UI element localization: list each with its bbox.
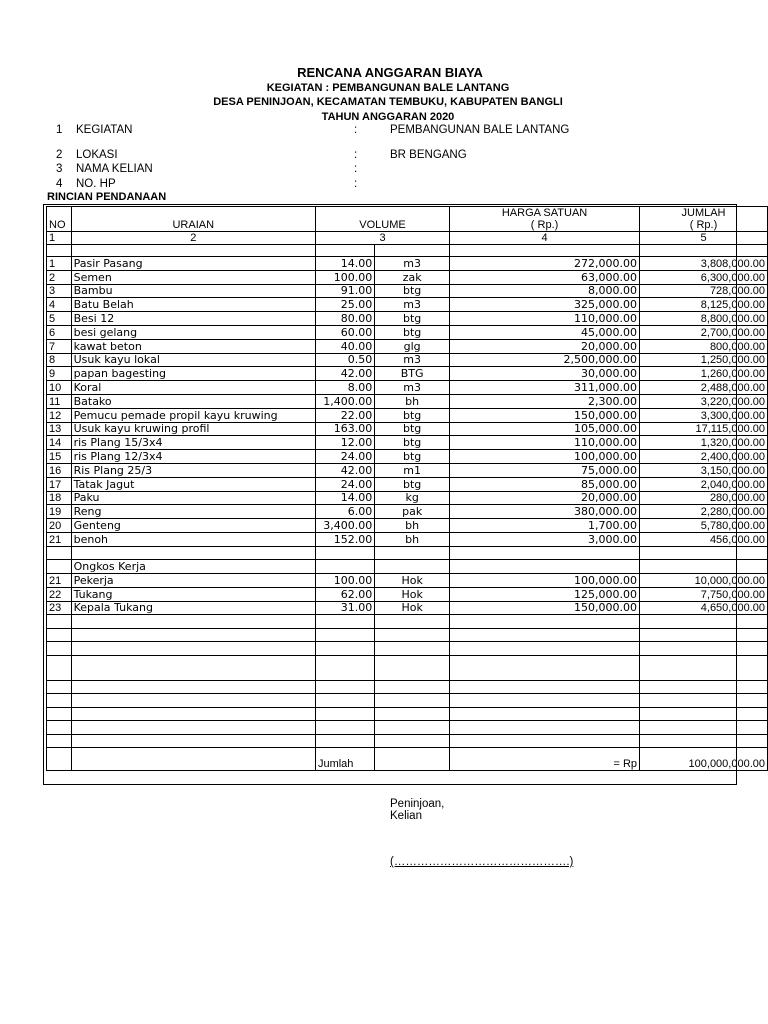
item-total: 2,040,000.00: [640, 477, 768, 491]
item-no: 12: [47, 408, 72, 422]
item-total: 3,220,000.00: [640, 394, 768, 408]
material-row: [47, 312, 768, 326]
item-total: 3,150,000.00: [640, 463, 768, 477]
empty-cell: [375, 680, 450, 694]
item-quantity: 6.00: [315, 505, 374, 519]
item-no: 4: [47, 298, 72, 312]
item-unit-price: 45,000.00: [450, 325, 640, 339]
header-no: NO: [47, 207, 72, 232]
empty-cell: [450, 655, 640, 680]
empty-cell: [47, 560, 72, 574]
item-unit-price: 325,000.00: [450, 298, 640, 312]
item-description: Batako: [71, 394, 315, 408]
item-no: 15: [47, 450, 72, 464]
empty-cell: [47, 615, 72, 629]
item-unit-price: 2,300.00: [450, 394, 640, 408]
signature-role: Kelian: [390, 810, 422, 822]
item-description: Pekerja: [71, 574, 315, 588]
empty-cell: [315, 628, 374, 642]
col-number-5: 5: [640, 232, 768, 245]
empty-cell: [47, 748, 72, 771]
item-unit: m1: [375, 463, 450, 477]
item-no: 21: [47, 532, 72, 546]
empty-cell: [450, 642, 640, 656]
empty-row: [47, 642, 768, 656]
signature-place: Peninjoan,: [390, 798, 445, 810]
item-quantity: 14.00: [315, 491, 374, 505]
item-unit: BTG: [375, 367, 450, 381]
item-total: 10,000,000.00: [640, 574, 768, 588]
empty-row: [47, 546, 768, 560]
labor-row: [47, 574, 768, 588]
info-number: 2: [56, 149, 63, 161]
empty-cell: [375, 721, 450, 735]
item-description: papan bagesting: [71, 367, 315, 381]
item-no: 1: [47, 257, 72, 271]
material-row: [47, 284, 768, 298]
info-separator: :: [354, 124, 358, 136]
empty-cell: [71, 628, 315, 642]
item-total: 456,000.00: [640, 532, 768, 546]
info-value: PEMBANGUNAN BALE LANTANG: [390, 124, 570, 136]
item-unit-price: 150,000.00: [450, 408, 640, 422]
info-label: KEGIATAN: [76, 124, 133, 136]
item-total: 1,250,000.00: [640, 353, 768, 367]
item-description: Kepala Tukang: [71, 601, 315, 615]
material-row: [47, 519, 768, 533]
labor-section-row: [47, 560, 768, 574]
item-unit-price: 1,700.00: [450, 519, 640, 533]
item-description: Pasir Pasang: [71, 257, 315, 271]
empty-cell: [47, 734, 72, 748]
empty-cell: [450, 680, 640, 694]
item-unit: Hok: [375, 574, 450, 588]
info-number: 1: [56, 124, 63, 136]
empty-cell: [315, 655, 374, 680]
item-unit: btg: [375, 312, 450, 326]
item-description: Tukang: [71, 587, 315, 601]
empty-cell: [375, 707, 450, 721]
item-total: 8,800,000.00: [640, 312, 768, 326]
empty-cell: [640, 721, 768, 735]
item-unit: m3: [375, 257, 450, 271]
item-no: 21: [47, 574, 72, 588]
item-description: Tatak Jagut: [71, 477, 315, 491]
material-row: [47, 450, 768, 464]
info-number: 4: [56, 178, 63, 190]
item-unit-price: 20,000.00: [450, 491, 640, 505]
document-subtitle-location: DESA PENINJOAN, KECAMATAN TEMBUKU, KABUPATEN BANGLI: [213, 96, 563, 108]
item-no: 22: [47, 587, 72, 601]
item-unit: btg: [375, 450, 450, 464]
empty-cell: [71, 680, 315, 694]
empty-cell: [375, 615, 450, 629]
item-description: Paku: [71, 491, 315, 505]
material-row: [47, 436, 768, 450]
empty-cell: [71, 734, 315, 748]
material-row: [47, 408, 768, 422]
empty-cell: [450, 546, 640, 560]
empty-row: [47, 615, 768, 629]
empty-cell: [375, 546, 450, 560]
item-unit: bh: [375, 394, 450, 408]
material-row: [47, 422, 768, 436]
item-quantity: 100.00: [315, 270, 374, 284]
item-no: 6: [47, 325, 72, 339]
item-unit: m3: [375, 381, 450, 395]
item-unit: m3: [375, 353, 450, 367]
item-no: 16: [47, 463, 72, 477]
empty-cell: [47, 628, 72, 642]
total-row: [47, 748, 768, 771]
signature-line: (……………………………………….): [390, 856, 574, 868]
item-total: 280,000.00: [640, 491, 768, 505]
item-unit-price: 100,000.00: [450, 574, 640, 588]
material-row: [47, 477, 768, 491]
item-unit: Hok: [375, 601, 450, 615]
item-description: Usuk kayu kruwing profil: [71, 422, 315, 436]
item-unit: btg: [375, 422, 450, 436]
item-description: Pemucu pemade propil kayu kruwing: [71, 408, 315, 422]
item-quantity: 91.00: [315, 284, 374, 298]
item-no: 18: [47, 491, 72, 505]
header-jumlah-label: JUMLAH: [681, 207, 726, 219]
section-title: RINCIAN PENDANAAN: [47, 191, 167, 203]
empty-cell: [640, 546, 768, 560]
item-quantity: 0.50: [315, 353, 374, 367]
info-label: NO. HP: [76, 178, 116, 190]
item-total: 3,808,000.00: [640, 257, 768, 271]
info-separator: :: [354, 163, 358, 175]
info-separator: :: [354, 178, 358, 190]
item-total: 6,300,000.00: [640, 270, 768, 284]
item-quantity: 25.00: [315, 298, 374, 312]
labor-section-title: Ongkos Kerja: [71, 560, 315, 574]
empty-row: [47, 680, 768, 694]
empty-row: [47, 628, 768, 642]
empty-cell: [450, 721, 640, 735]
item-no: 13: [47, 422, 72, 436]
material-row: [47, 491, 768, 505]
item-quantity: 22.00: [315, 408, 374, 422]
empty-cell: [375, 642, 450, 656]
item-quantity: 12.00: [315, 436, 374, 450]
material-row: [47, 532, 768, 546]
item-description: ris Plang 15/3x4: [71, 436, 315, 450]
item-description: ris Plang 12/3x4: [71, 450, 315, 464]
item-unit: btg: [375, 436, 450, 450]
material-row: [47, 353, 768, 367]
header-harga-label: HARGA SATUAN: [501, 207, 588, 219]
labor-row: [47, 601, 768, 615]
item-unit: m3: [375, 298, 450, 312]
empty-row: [47, 655, 768, 680]
item-no: 7: [47, 339, 72, 353]
item-unit: btg: [375, 325, 450, 339]
empty-cell: [47, 546, 72, 560]
material-row: [47, 339, 768, 353]
item-no: 11: [47, 394, 72, 408]
item-unit-price: 272,000.00: [450, 257, 640, 271]
table-spacer-row: [47, 245, 768, 257]
item-quantity: 3,400.00: [315, 519, 374, 533]
info-label: NAMA KELIAN: [76, 163, 153, 175]
empty-cell: [450, 628, 640, 642]
item-unit-price: 3,000.00: [450, 532, 640, 546]
item-total: 2,400,000.00: [640, 450, 768, 464]
header-harga-unit: ( Rp.): [530, 219, 559, 231]
item-unit: kg: [375, 491, 450, 505]
item-total: 8,125,000.00: [640, 298, 768, 312]
item-total: 1,260,000.00: [640, 367, 768, 381]
empty-cell: [375, 734, 450, 748]
empty-cell: [71, 615, 315, 629]
empty-cell: [450, 560, 640, 574]
item-unit: glg: [375, 339, 450, 353]
empty-cell: [315, 642, 374, 656]
col-number-4: 4: [450, 232, 640, 245]
item-unit-price: 105,000.00: [450, 422, 640, 436]
item-no: 9: [47, 367, 72, 381]
item-unit: btg: [375, 477, 450, 491]
empty-cell: [640, 655, 768, 680]
empty-cell: [71, 655, 315, 680]
header-volume: VOLUME: [315, 207, 449, 232]
item-total: 7,750,000.00: [640, 587, 768, 601]
item-total: 4,650,000.00: [640, 601, 768, 615]
item-no: 10: [47, 381, 72, 395]
item-description: Usuk kayu lokal: [71, 353, 315, 367]
empty-cell: [450, 615, 640, 629]
total-value: 100,000,000.00: [640, 748, 768, 771]
document-subtitle-activity: KEGIATAN : PEMBANGUNAN BALE LANTANG: [266, 82, 510, 94]
item-quantity: 80.00: [315, 312, 374, 326]
budget-table: [46, 206, 768, 771]
empty-cell: [375, 655, 450, 680]
empty-cell: [640, 628, 768, 642]
item-unit-price: 85,000.00: [450, 477, 640, 491]
material-row: [47, 298, 768, 312]
item-unit-price: 8,000.00: [450, 284, 640, 298]
empty-cell: [47, 680, 72, 694]
info-label: LOKASI: [76, 149, 118, 161]
item-description: Reng: [71, 505, 315, 519]
item-unit-price: 20,000.00: [450, 339, 640, 353]
item-quantity: 24.00: [315, 477, 374, 491]
material-row: [47, 505, 768, 519]
item-unit-price: 150,000.00: [450, 601, 640, 615]
item-quantity: 31.00: [315, 601, 374, 615]
item-description: Semen: [71, 270, 315, 284]
item-quantity: 42.00: [315, 367, 374, 381]
item-no: 5: [47, 312, 72, 326]
item-unit-price: 63,000.00: [450, 270, 640, 284]
empty-row: [47, 707, 768, 721]
total-label: Jumlah: [315, 748, 374, 771]
item-no: 17: [47, 477, 72, 491]
item-unit: zak: [375, 270, 450, 284]
empty-cell: [47, 694, 72, 708]
item-description: Ris Plang 25/3: [71, 463, 315, 477]
empty-cell: [640, 707, 768, 721]
item-total: 1,320,000.00: [640, 436, 768, 450]
empty-cell: [315, 707, 374, 721]
empty-cell: [375, 628, 450, 642]
empty-cell: [71, 694, 315, 708]
total-currency: = Rp: [450, 748, 640, 771]
material-row: [47, 394, 768, 408]
empty-cell: [640, 680, 768, 694]
item-unit-price: 110,000.00: [450, 436, 640, 450]
document-title: RENCANA ANGGARAN BIAYA: [297, 65, 483, 80]
item-no: 23: [47, 601, 72, 615]
empty-cell: [375, 748, 450, 771]
item-unit: btg: [375, 408, 450, 422]
item-description: benoh: [71, 532, 315, 546]
empty-cell: [71, 546, 315, 560]
header-jumlah: [640, 207, 768, 232]
item-unit-price: 2,500,000.00: [450, 353, 640, 367]
column-number-row: [47, 232, 768, 245]
empty-cell: [375, 694, 450, 708]
empty-cell: [315, 546, 374, 560]
item-total: 800,000.00: [640, 339, 768, 353]
item-unit: bh: [375, 519, 450, 533]
empty-cell: [315, 721, 374, 735]
item-quantity: 1,400.00: [315, 394, 374, 408]
empty-cell: [640, 560, 768, 574]
empty-cell: [315, 560, 374, 574]
empty-cell: [315, 615, 374, 629]
item-unit: Hok: [375, 587, 450, 601]
item-total: 5,780,000.00: [640, 519, 768, 533]
item-quantity: 40.00: [315, 339, 374, 353]
item-description: Besi 12: [71, 312, 315, 326]
table-header-row: [47, 207, 768, 232]
item-unit: btg: [375, 284, 450, 298]
empty-cell: [450, 734, 640, 748]
item-total: 2,700,000.00: [640, 325, 768, 339]
material-row: [47, 367, 768, 381]
item-description: Bambu: [71, 284, 315, 298]
item-unit-price: 125,000.00: [450, 587, 640, 601]
item-no: 20: [47, 519, 72, 533]
col-number-2: 2: [71, 232, 315, 245]
item-total: 17,115,000.00: [640, 422, 768, 436]
empty-cell: [71, 707, 315, 721]
item-quantity: 62.00: [315, 587, 374, 601]
document-subtitle-year: TAHUN ANGGARAN 2020: [321, 111, 455, 123]
empty-cell: [640, 694, 768, 708]
material-row: [47, 381, 768, 395]
info-number: 3: [56, 163, 63, 175]
empty-cell: [640, 615, 768, 629]
item-total: 2,488,000.00: [640, 381, 768, 395]
item-no: 2: [47, 270, 72, 284]
item-unit: bh: [375, 532, 450, 546]
item-quantity: 14.00: [315, 257, 374, 271]
item-unit-price: 311,000.00: [450, 381, 640, 395]
empty-cell: [47, 707, 72, 721]
item-unit-price: 100,000.00: [450, 450, 640, 464]
item-total: 2,280,000.00: [640, 505, 768, 519]
material-row: [47, 270, 768, 284]
item-unit-price: 30,000.00: [450, 367, 640, 381]
item-description: kawat beton: [71, 339, 315, 353]
item-quantity: 163.00: [315, 422, 374, 436]
item-unit-price: 75,000.00: [450, 463, 640, 477]
empty-cell: [640, 734, 768, 748]
empty-row: [47, 734, 768, 748]
empty-cell: [375, 560, 450, 574]
empty-cell: [640, 642, 768, 656]
item-quantity: 8.00: [315, 381, 374, 395]
header-uraian: URAIAN: [71, 207, 315, 232]
header-harga-satuan: [450, 207, 640, 232]
item-unit-price: 110,000.00: [450, 312, 640, 326]
item-quantity: 42.00: [315, 463, 374, 477]
material-row: [47, 463, 768, 477]
item-total: 728,000.00: [640, 284, 768, 298]
item-description: Genteng: [71, 519, 315, 533]
empty-row: [47, 721, 768, 735]
empty-cell: [71, 642, 315, 656]
col-number-3: 3: [315, 232, 449, 245]
item-no: 14: [47, 436, 72, 450]
item-unit-price: 380,000.00: [450, 505, 640, 519]
item-no: 3: [47, 284, 72, 298]
empty-cell: [47, 642, 72, 656]
info-separator: :: [354, 149, 358, 161]
header-jumlah-unit: ( Rp.): [689, 219, 718, 231]
item-total: 3,300,000.00: [640, 408, 768, 422]
item-description: Batu Belah: [71, 298, 315, 312]
empty-cell: [315, 680, 374, 694]
material-row: [47, 257, 768, 271]
item-quantity: 60.00: [315, 325, 374, 339]
empty-cell: [450, 707, 640, 721]
info-value: BR BENGANG: [390, 149, 467, 161]
item-unit: pak: [375, 505, 450, 519]
item-quantity: 152.00: [315, 532, 374, 546]
empty-cell: [71, 748, 315, 771]
item-quantity: 100.00: [315, 574, 374, 588]
item-description: besi gelang: [71, 325, 315, 339]
empty-row: [47, 694, 768, 708]
empty-cell: [450, 694, 640, 708]
empty-cell: [315, 734, 374, 748]
empty-cell: [315, 694, 374, 708]
empty-cell: [47, 721, 72, 735]
col-number-1: 1: [47, 232, 72, 245]
item-no: 8: [47, 353, 72, 367]
item-quantity: 24.00: [315, 450, 374, 464]
material-row: [47, 325, 768, 339]
item-no: 19: [47, 505, 72, 519]
labor-row: [47, 587, 768, 601]
empty-cell: [47, 655, 72, 680]
empty-cell: [71, 721, 315, 735]
item-description: Koral: [71, 381, 315, 395]
